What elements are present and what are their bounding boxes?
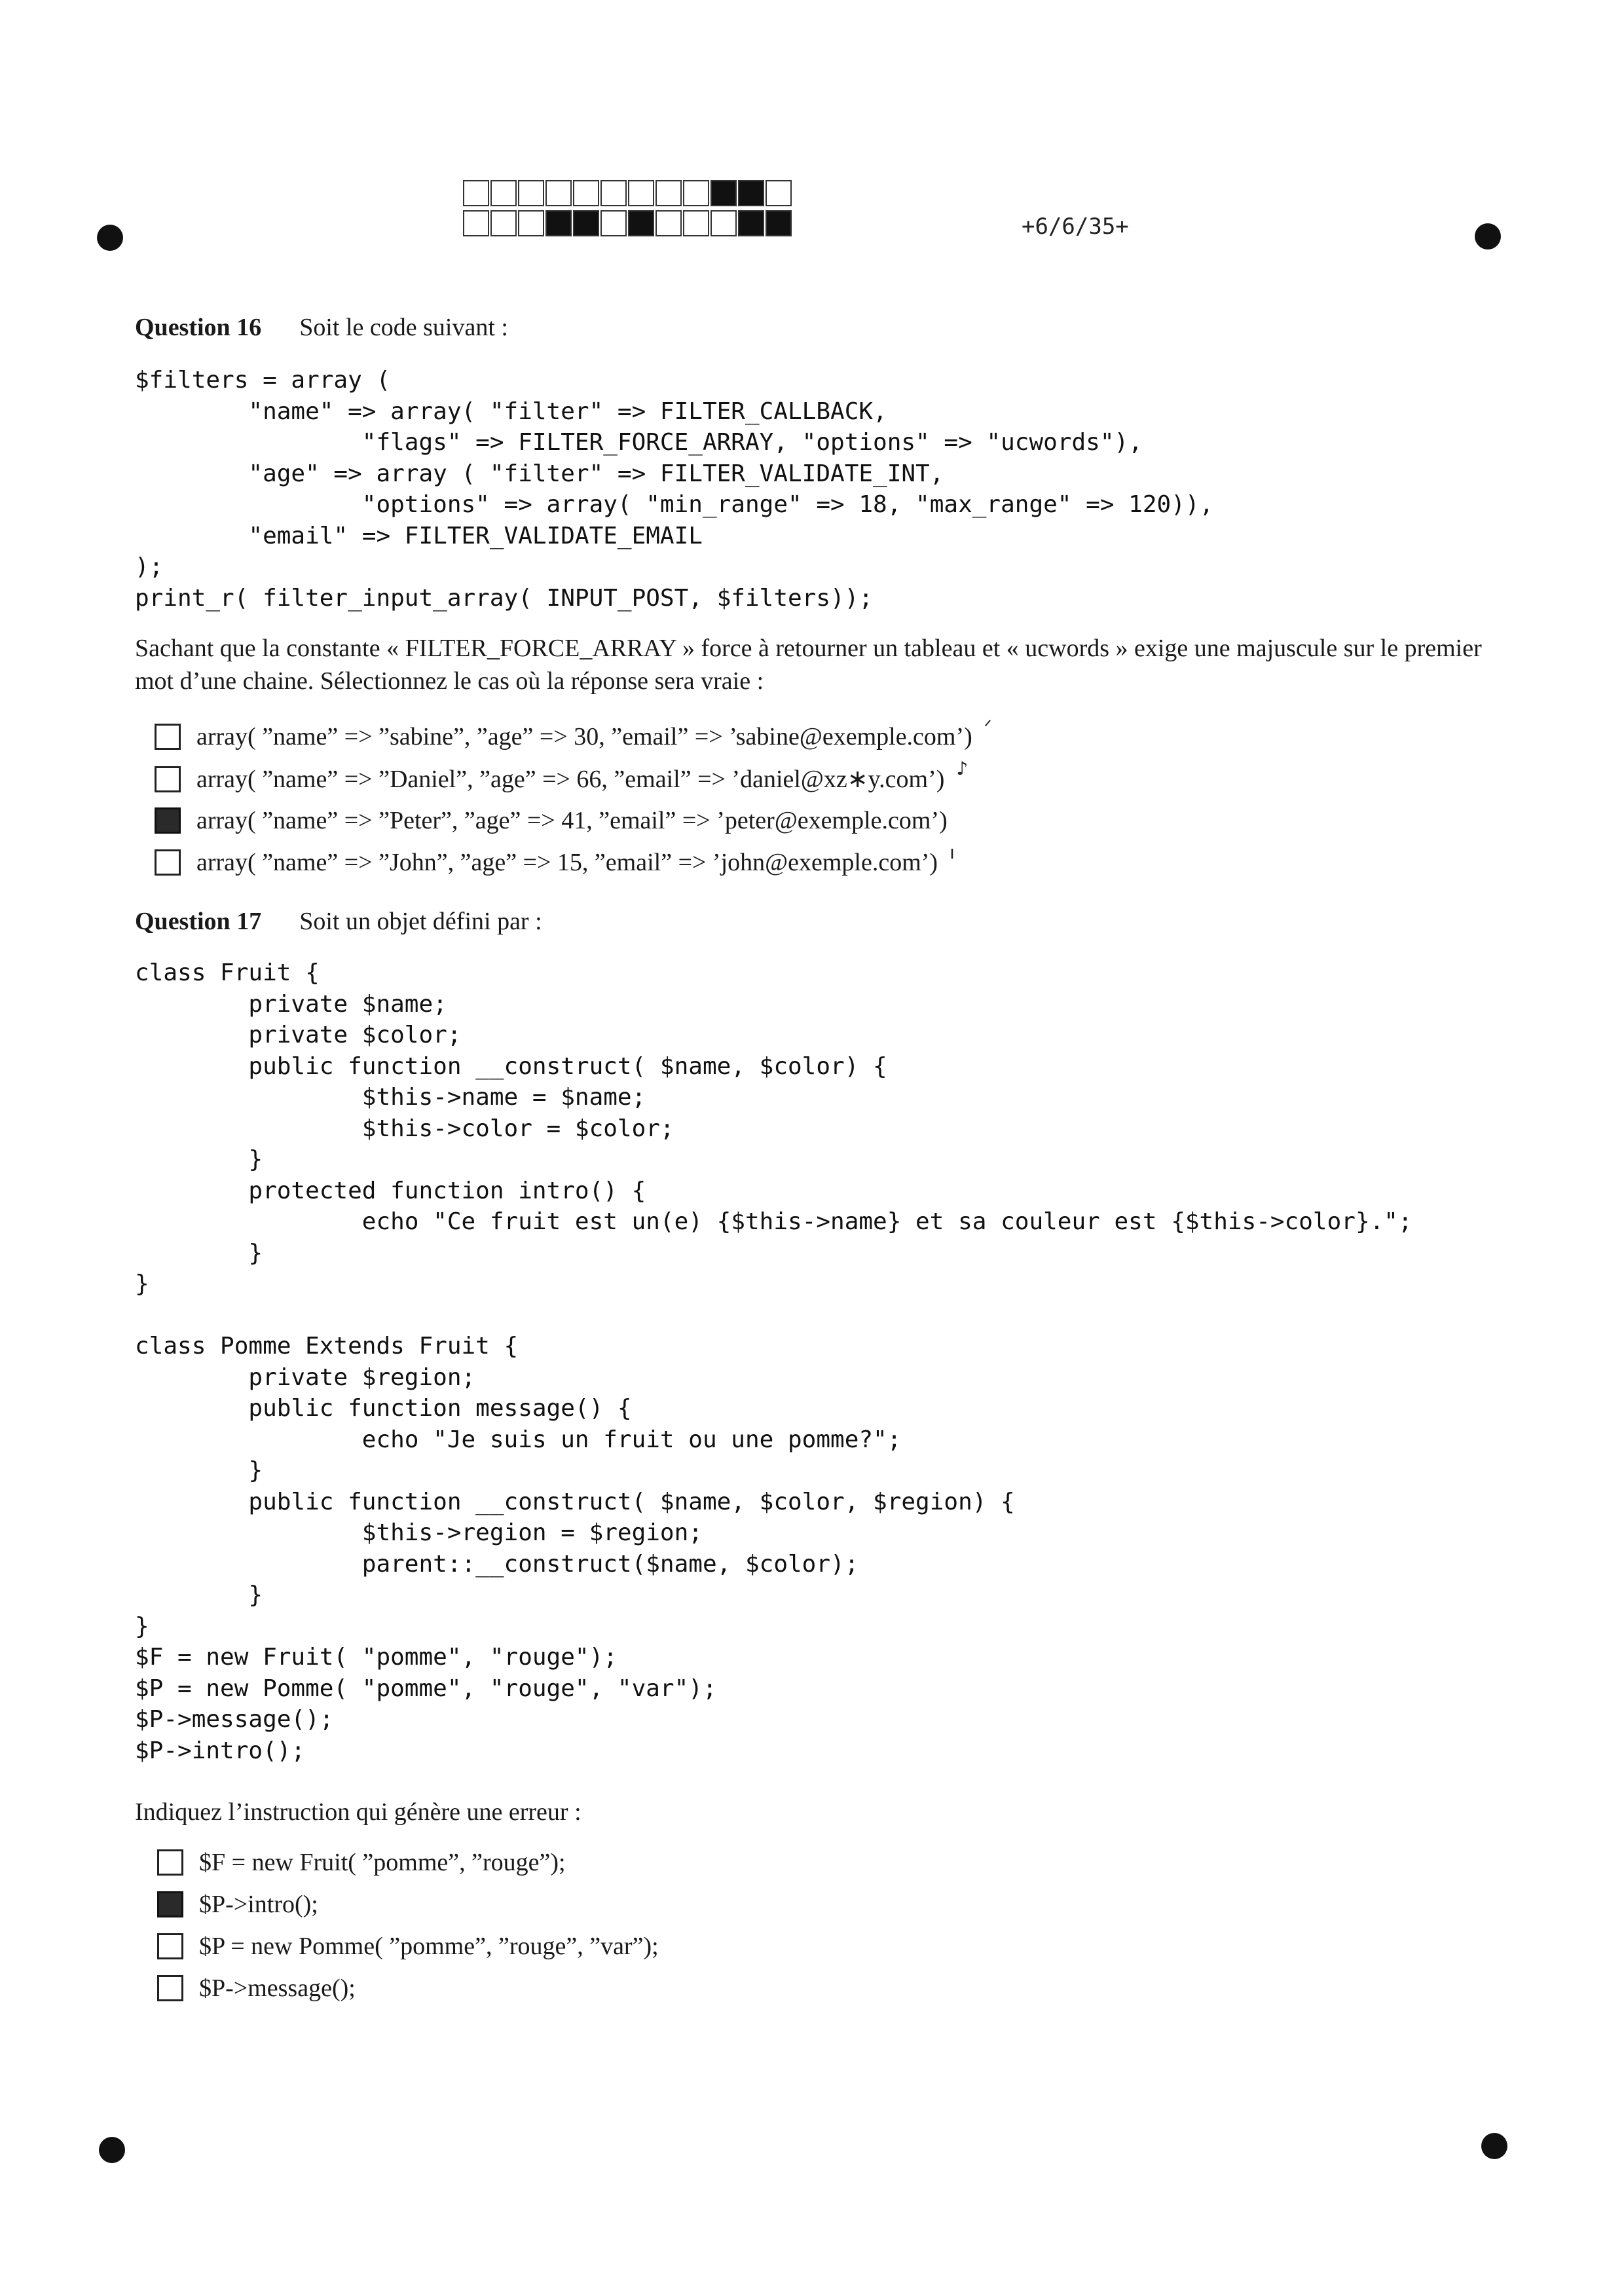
barcode-cell xyxy=(518,210,544,236)
sheet-id: +6/6/35+ xyxy=(1022,213,1129,240)
barcode-cell xyxy=(655,210,682,236)
question-16-code: $filters = array ( "name" => array( "filter" => FILTER_CALLBACK, "flags" => FILTER_FORCE_ARRAY, "options" => "ucwords"), "age" => array ( "filter" => FILTER_VALIDATE_INT, "options" => array( "min_range" => 18, "max_range" => 120)), "email" => FILTER_VALIDATE_EMAIL ); print_r( filter_input_array( INPUT_POST, $filters)); xyxy=(135,367,1214,612)
registration-mark-bottom-right xyxy=(1481,2133,1507,2159)
barcode-cell xyxy=(518,180,544,206)
page-barcode xyxy=(463,180,793,240)
barcode-row-2 xyxy=(463,210,793,235)
barcode-cell xyxy=(600,210,627,236)
barcode-cell xyxy=(766,180,792,206)
barcode-cell xyxy=(573,180,599,206)
question-17-header xyxy=(135,907,542,936)
question-intro: Soit le code suivant : xyxy=(299,314,508,341)
checkbox[interactable] xyxy=(155,849,181,876)
q16-option-2[interactable] xyxy=(155,758,969,794)
q16-option-3[interactable] xyxy=(155,806,948,835)
registration-mark-bottom-left xyxy=(99,2137,125,2163)
option-label: array( ”name” => ”sabine”, ”age” => 30, ”email” => ’sabine@exemple.com’) xyxy=(196,723,972,750)
barcode-cell xyxy=(545,210,572,236)
checkbox[interactable] xyxy=(155,766,181,792)
handwritten-mark: ᐟ xyxy=(984,715,992,737)
q17-option-2[interactable] xyxy=(157,1890,318,1919)
barcode-cell xyxy=(600,180,627,206)
barcode-cell xyxy=(710,180,737,206)
q17-option-3[interactable] xyxy=(157,1932,659,1961)
registration-mark-top-left xyxy=(97,225,123,251)
barcode-cell xyxy=(710,210,737,236)
option-label: $P->message(); xyxy=(199,1974,356,2002)
barcode-cell xyxy=(683,210,709,236)
checkbox[interactable] xyxy=(157,1849,183,1876)
question-17-code: class Fruit { private $name; private $color; public function __construct( $name, $color) { $this->name = $name; $this->color = $color; } protected function intro() { echo "Ce fruit est un(e) {$this->name} et sa couleur est {$this->color}."; } } class Pomme Extends Fruit { private $region; public function message() { echo "Je suis un fruit ou une pomme?"; } public function __construct( $name, $color, $region) { $this->region = $region; parent::__construct($name, $color); } } $F = new Fruit( "pomme", "rouge"); $P = new Pomme( "pomme", "rouge", "var"); $P->message(); $P->intro(); xyxy=(135,959,1412,1764)
barcode-cell xyxy=(738,210,764,236)
checkbox[interactable] xyxy=(155,807,181,834)
handwritten-mark: ♪ xyxy=(956,758,969,779)
checkbox[interactable] xyxy=(155,724,181,750)
option-label: $P->intro(); xyxy=(199,1891,318,1918)
q17-option-1[interactable] xyxy=(157,1848,566,1877)
question-intro: Soit un objet défini par : xyxy=(299,908,542,935)
barcode-cell xyxy=(463,210,489,236)
question-16-header xyxy=(135,313,508,342)
barcode-cell xyxy=(463,180,489,206)
q17-option-4[interactable] xyxy=(157,1974,356,2003)
barcode-cell xyxy=(545,180,572,206)
barcode-cell xyxy=(628,180,654,206)
checkbox[interactable] xyxy=(157,1891,183,1917)
barcode-cell xyxy=(655,180,682,206)
barcode-cell xyxy=(490,180,517,206)
checkbox[interactable] xyxy=(157,1975,183,2001)
q16-option-4[interactable] xyxy=(155,841,955,877)
question-17-text: Indiquez l’instruction qui génère une erreur : xyxy=(135,1798,581,1826)
handwritten-mark: ı xyxy=(950,841,955,863)
option-label: array( ”name” => ”Peter”, ”age” => 41, ”email” => ’peter@exemple.com’) xyxy=(196,807,948,834)
option-label: $F = new Fruit( ”pomme”, ”rouge”); xyxy=(199,1849,566,1876)
barcode-cell xyxy=(628,210,654,236)
question-16-text: Sachant que la constante « FILTER_FORCE_ARRAY » force à retourner un tableau et « ucwords » exige une majuscule sur le premier mot d’une chaine. Sélectionnez le cas où la réponse sera vraie : xyxy=(135,635,1482,695)
option-label: $P = new Pomme( ”pomme”, ”rouge”, ”var”); xyxy=(199,1933,659,1960)
question-number: Question 17 xyxy=(135,908,262,935)
registration-mark-top-right xyxy=(1475,223,1501,250)
option-label: array( ”name” => ”John”, ”age” => 15, ”email” => ’john@exemple.com’) xyxy=(196,849,938,876)
barcode-cell xyxy=(683,180,709,206)
barcode-cell xyxy=(766,210,792,236)
barcode-row-1 xyxy=(463,180,793,205)
question-number: Question 16 xyxy=(135,314,262,341)
barcode-cell xyxy=(573,210,599,236)
barcode-cell xyxy=(490,210,517,236)
option-label: array( ”name” => ”Daniel”, ”age” => 66, ”email” => ’daniel@xz∗y.com’) xyxy=(196,766,945,793)
barcode-cell xyxy=(738,180,764,206)
checkbox[interactable] xyxy=(157,1933,183,1959)
q16-option-1[interactable] xyxy=(155,715,992,751)
